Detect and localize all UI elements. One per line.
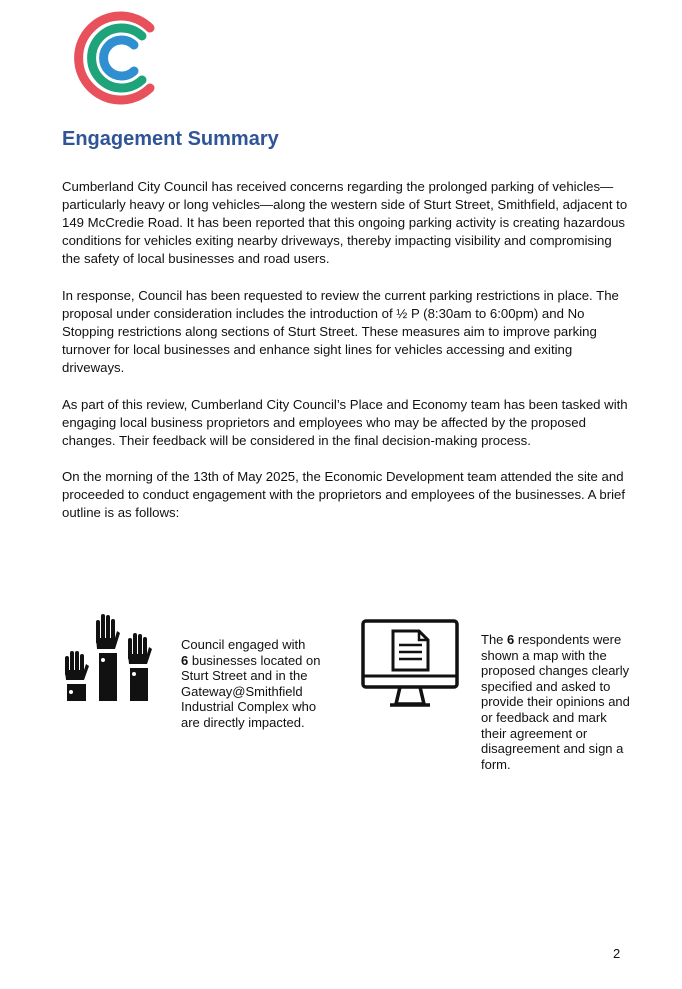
paragraph-engagement: On the morning of the 13th of May 2025, the Economic Development team attended the site and proceeded to conduct engagement with the proprietors and employees of the businesses. A brief outline is as follows:: [62, 469, 626, 520]
council-logo-icon: [66, 8, 158, 108]
page-title: Engagement Summary: [62, 128, 279, 150]
outline-item-respondents: The 6 respondents were shown a map with the proposed changes clearly specified and asked to provide their opinions and or feedback and mark their agreement or disagreement and sign a form.: [481, 632, 630, 772]
paragraph-review: As part of this review, Cumberland City Council’s Place and Economy team has been tasked with engaging local business proprietors and employees who may be affected by the proposed changes. Their feedback will be considered in the final decision-making process.: [62, 397, 628, 448]
paragraph-proposal: In response, Council has been requested to review the current parking restrictions in place. The proposal under consideration includes the introduction of ½ P (8:30am to 6:00pm) and No Stopping restrictions along sections of Sturt Street. These measures aim to improve parking turnover for local businesses and enhance sight lines for vehicles accessing and exiting driveways.: [62, 288, 619, 375]
outline-item-businesses: Council engaged with 6 businesses located on Sturt Street and in the Gateway@Smithfield Industrial Complex who are directly impacted.: [181, 637, 321, 730]
monitor-document-icon: [360, 618, 460, 710]
paragraph-intro: Cumberland City Council has received concerns regarding the prolonged parking of vehicles—particularly heavy or long vehicles—along the western side of Sturt Street, Smithfield, adjacent to 149 McCredie Road. It has been reported that this ongoing parking activity is creating hazardous conditions for vehicles exiting nearby driveways, thereby impacting visibility and compromising the safety of local businesses and road users.: [62, 179, 628, 266]
raised-hands-icon: [62, 614, 154, 702]
page-number: 2: [613, 946, 621, 961]
